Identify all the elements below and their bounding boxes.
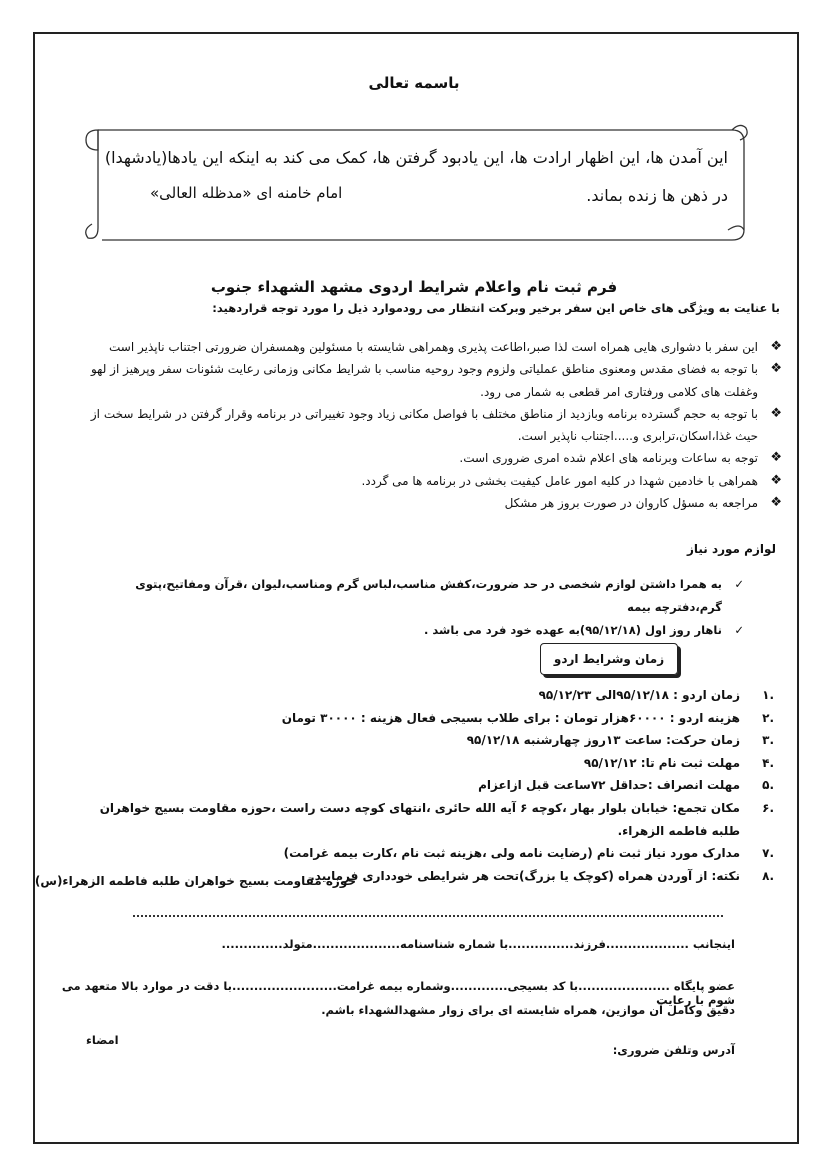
list-item: ❖ با توجه به فضای مقدس ومعنوی مناطق عملیاتی ولزوم وجود روحیه مناسب با شرایط مکانی وزمانی رعایت شئونات سفر وپرهیز از لهو وغفلت های کلامی ورفتاری امر قطعی به شمار می رود.: [82, 358, 782, 403]
check-icon: ✓: [734, 623, 744, 637]
list-item: ❖ مراجعه به مسؤل کاروان در صورت بروز هر مشکل: [82, 492, 782, 514]
list-item: .۳ زمان حرکت: ساعت ۱۳روز چهارشنبه ۹۵/۱۲/۱۸: [466, 733, 774, 748]
header-title: باسمه تعالی: [368, 74, 460, 92]
list-item: ✓ به همرا داشتن لوازم شخصی در حد ضرورت،کفش مناسب،لباس گرم ومناسب،لیوان ،قرآن ومفاتیح،پتوی گرم،دفترچه بیمه: [82, 573, 782, 619]
list-item: .۸ نکته: از آوردن همراه (کوچک یا بزرگ)تحت هر شرایطی خودداری فرمایید.: [310, 868, 774, 883]
address-phone-label[interactable]: آدرس وتلفن ضروری:: [612, 1043, 735, 1057]
list-item: .۷ مدارک مورد نیاز ثبت نام (رضایت نامه ولی ،هزینه ثبت نام ،کارت بیمه غرامت): [283, 846, 774, 861]
bullet-icon: ❖: [770, 405, 782, 421]
applicant-name-line[interactable]: اینجانب ...................فرزند...............با شماره شناسنامه....................متولد..............: [221, 937, 735, 951]
commitment-line: دقیق وکامل آن موازین، همراه شایسته ای برای زوار مشهدالشهداء باشم.: [321, 1003, 735, 1017]
check-icon: ✓: [734, 577, 744, 591]
dotted-fill-line[interactable]: [133, 911, 723, 917]
bullet-icon: ❖: [770, 450, 782, 466]
schedule-title-box: [540, 643, 678, 675]
list-item: ❖ با توجه به حجم گسترده برنامه وبازدید از مناطق مختلف با فواصل مکانی زیاد وجود تغییراتی در برنامه وقرار گرفتن در شرایط سخت از حیث غذا،اسکان،ترابری و.....اجتناب ناپذیر است.: [82, 403, 782, 448]
scroll-frame-graphic: [80, 118, 750, 244]
list-item: ❖ توجه به ساعات وبرنامه های اعلام شده امری ضروری است.: [82, 447, 782, 469]
bullet-icon: ❖: [770, 361, 782, 377]
form-intro: با عنایت به ویژگی های خاص این سفر برخیر وبرکت انتظار می رودموارد ذیل را مورد توجه قراردهید:: [212, 301, 780, 315]
membership-line[interactable]: عضو پایگاه .....................با کد بسیجی.............وشماره بیمه غرامت........................با دقت در موارد بالا متعهد می شوم با رعایت: [61, 979, 735, 1007]
requirements-title: لوازم مورد نیاز: [686, 542, 776, 556]
organization-name: حوزه مقاومت بسیج خواهران طلبه فاطمه الزهراء(س): [34, 874, 356, 888]
bullet-icon: ❖: [770, 339, 782, 354]
form-title: فرم ثبت نام واعلام شرایط اردوی مشهد الشهداء جنوب: [210, 278, 618, 296]
schedule-title: زمان وشرایط اردو: [553, 652, 665, 666]
quote-author: امام خامنه ای «مدظله العالی»: [150, 184, 343, 202]
list-item: ❖ این سفر با دشواری هایی همراه است لذا صبر،اطاعت پذیری وهمراهی شایسته با مسئولین وهمسفران ضرورتی اجتناب ناپذیر است: [82, 336, 782, 358]
list-item: .۶ مکان تجمع: خیابان بلوار بهار ،کوچه ۶ آیه الله حائری ،انتهای کوچه دست راست ،حوزه مقاومت بسیج خواهران طلبه فاطمه الزهراء.: [99, 800, 774, 838]
bullet-icon: ❖: [770, 472, 782, 488]
signature-label[interactable]: امضاء: [86, 1033, 119, 1047]
quote-scroll-banner: [80, 118, 750, 244]
list-item: .۴ مهلت ثبت نام تا: ۹۵/۱۲/۱۲: [583, 755, 774, 770]
list-item: ❖ همراهی با خادمین شهدا در کلیه امور عامل کیفیت بخشی در برنامه ها می گردد.: [82, 470, 782, 492]
rules-list: [82, 336, 782, 514]
requirements-list: [82, 573, 782, 642]
list-item: ✓ ناهار روز اول (۹۵/۱۲/۱۸)به عهده خود فرد می باشد .: [82, 619, 782, 642]
list-item: .۲ هزینه اردو : ۶۰۰۰۰هزار تومان : برای طلاب بسیجی فعال هزینه : ۳۰۰۰۰ تومان: [281, 710, 774, 725]
quote-line-2: در ذهن ها زنده بماند.: [586, 186, 728, 205]
list-item: .۵ مهلت انصراف :حداقل ۷۲ساعت قبل ازاعزام: [478, 778, 774, 793]
quote-line-1: این آمدن ها، این اظهار ارادت ها، این یادبود گرفتن ها، کمک می کند به اینکه این یادها(یادشهدا): [104, 148, 728, 167]
list-item: .۱ زمان اردو : ۹۵/۱۲/۱۸الی ۹۵/۱۲/۲۳: [538, 688, 774, 702]
schedule-list: [80, 684, 780, 887]
bullet-icon: ❖: [770, 495, 782, 511]
